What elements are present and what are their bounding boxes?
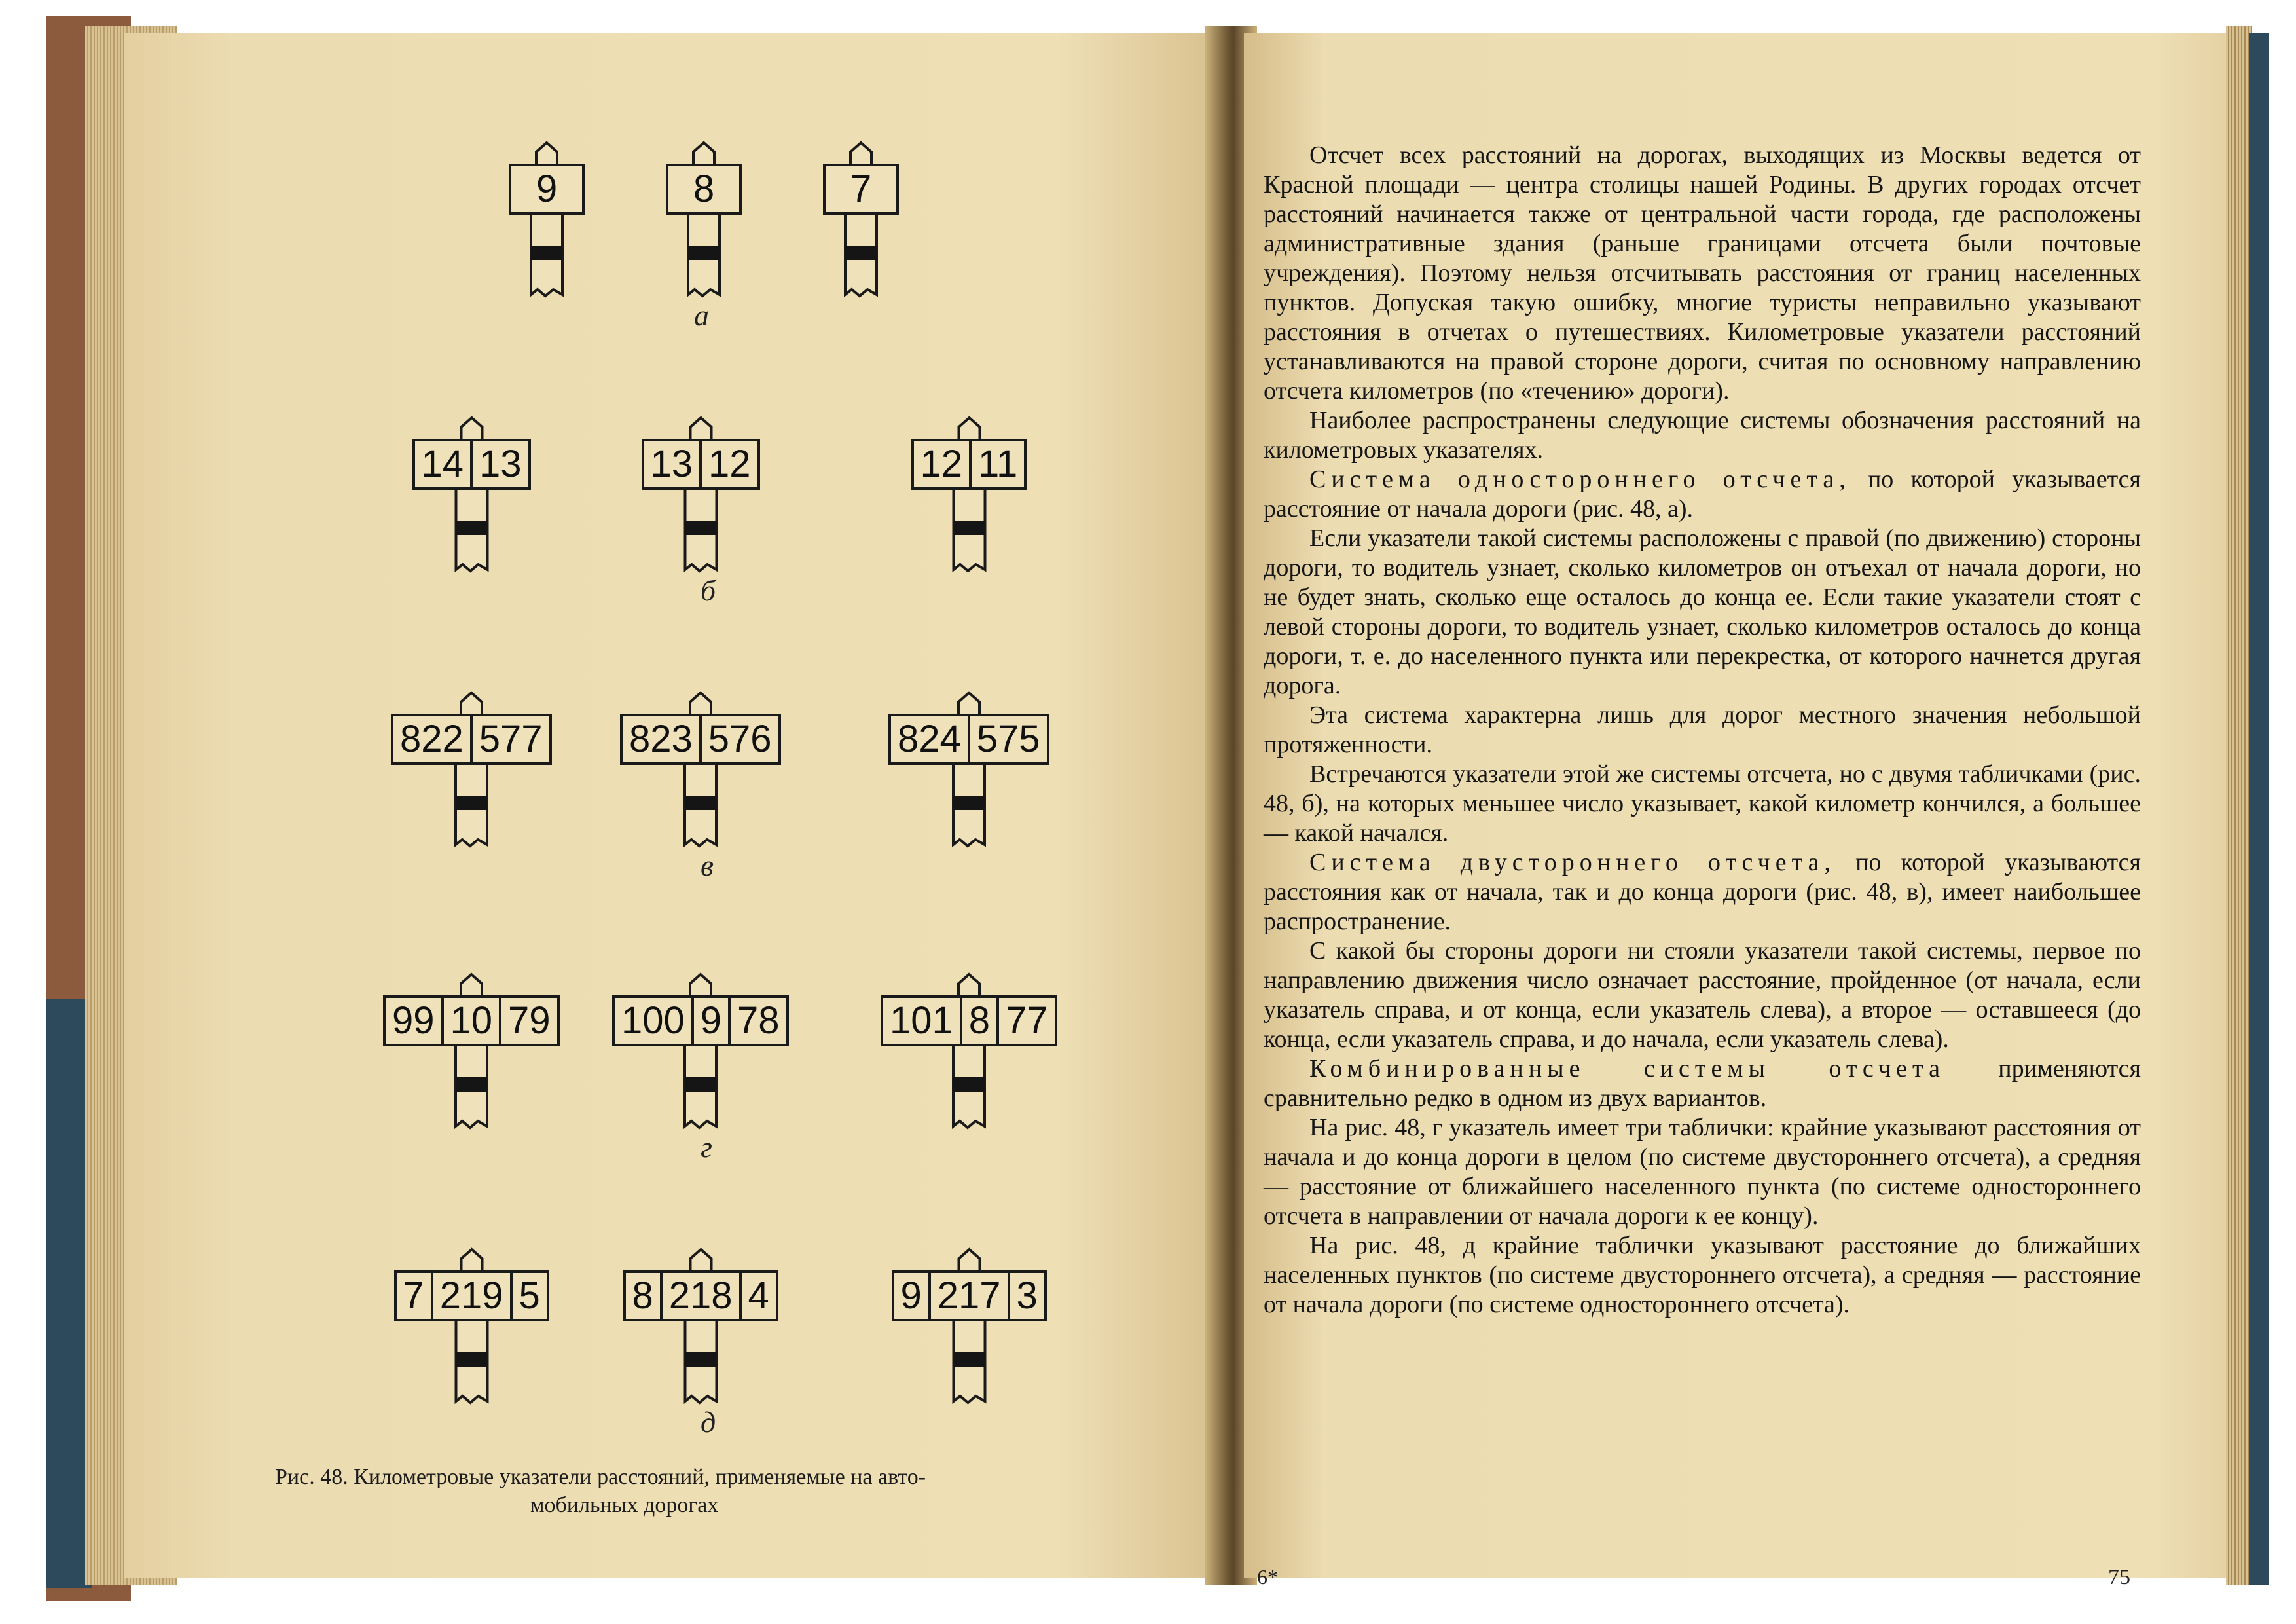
- sign-roof: [461, 693, 482, 714]
- sign-roof: [461, 974, 482, 995]
- sign-roof: [958, 693, 979, 714]
- sign-roof: [690, 693, 711, 714]
- paragraph: Наиболее распространены следующие системы обозначения расстояний на километровых указателях.: [1264, 407, 2141, 464]
- spaced-term: Система одностороннего отсчета,: [1309, 466, 1851, 493]
- sign-roof: [690, 1249, 711, 1270]
- sign-cell: 219: [433, 1273, 513, 1319]
- paragraph-rest: применяются сравнительно редко в одном из двух вариантов.: [1264, 1055, 2141, 1112]
- sign-cell: 822: [393, 716, 473, 762]
- sign-plate: [620, 714, 781, 765]
- signature-mark: 6*: [1257, 1565, 1278, 1589]
- figure-group-label: в: [701, 849, 714, 882]
- sign-band: [953, 1077, 985, 1092]
- sign-cell: 10: [444, 998, 502, 1044]
- sign-cell: 9: [894, 1273, 931, 1319]
- sign-plate: [666, 164, 742, 215]
- sign-plate: [911, 439, 1027, 490]
- sign-cell: 7: [850, 168, 872, 210]
- sign-plate: [642, 439, 760, 490]
- figure-group-label: б: [701, 574, 716, 607]
- sign-band: [531, 246, 562, 260]
- sign-cell: 101: [883, 998, 962, 1044]
- page-edges-right: [2226, 26, 2252, 1585]
- sign-band: [685, 521, 716, 535]
- paragraph: [1264, 465, 2141, 524]
- sign-cell: 9: [694, 998, 731, 1044]
- sign-cell: 8: [962, 998, 999, 1044]
- sign-cell: 824: [891, 716, 970, 762]
- sign-roof: [958, 974, 979, 995]
- sign-cell: 218: [663, 1273, 742, 1319]
- sign-plate: [394, 1270, 549, 1321]
- sign-band: [456, 521, 487, 535]
- sign-roof: [690, 974, 711, 995]
- sign-cell: 823: [623, 716, 702, 762]
- sign-cell: 8: [626, 1273, 663, 1319]
- sign-plate: [612, 995, 789, 1046]
- sign-plate: [623, 1270, 778, 1321]
- sign-cell: 576: [708, 718, 772, 760]
- sign-cell: 9: [536, 168, 558, 210]
- paragraph: На рис. 48, д крайние таблички указывают расстояние до ближайших населенных пунктов (по системе двустороннего отсчета), а средняя — расстояние от начала дороги (по системе одностороннего отсчета).: [1264, 1232, 2141, 1318]
- sign-cell: 575: [976, 718, 1040, 760]
- sign-cell: 12: [914, 441, 972, 487]
- paragraph: Отсчет всех расстояний на дорогах, выходящих из Москвы ведется от Красной площади — центра столицы нашей Родины. В других городах отсчет расстояний начинается также от центральной части города, где расположены административные здания (раньше границами отсчета были почтовые учреждения). Поэтому нельзя отсчитывать расстояния от границ населенных пунктов. Допуская такую ошибку, многие туристы неправильно указывают расстояния в отчетах о путешествиях. Километровые указатели расстояний устанавливаются на правой стороне дороги, считая по основному направлению отсчета километров (по «течению» дороги).: [1264, 141, 2141, 405]
- sign-cell: 8: [693, 168, 715, 210]
- sign-cell: 100: [615, 998, 694, 1044]
- sign-cell: 12: [708, 443, 751, 485]
- sign-plate: [881, 995, 1057, 1046]
- paragraph: Эта система характерна лишь для дорог местного значения небольшой протяженности.: [1264, 701, 2141, 758]
- paragraph-rest: по которой указывается расстояние от начала дороги (рис. 48, а).: [1264, 466, 2141, 523]
- body-text: [1264, 141, 2141, 1320]
- paragraph: [1264, 1054, 2141, 1113]
- sign-roof: [536, 143, 557, 164]
- caption-line: Рис. 48. Километровые указатели расстояний, применяемые на авто-: [275, 1465, 926, 1489]
- sign-cell: 4: [748, 1274, 769, 1317]
- paragraph: На рис. 48, г указатель имеет три таблички: крайние указывают расстояния от начала и до конца дороги в целом (по системе двустороннего отсчета), а средняя — расстояние от ближайшего населенного пункта (по системе одностороннего отсчета в направлении от начала дороги к ее концу).: [1264, 1114, 2141, 1230]
- sign-plate: [892, 1270, 1047, 1321]
- sign-roof: [690, 418, 711, 439]
- sign-band: [456, 1352, 487, 1367]
- sign-band: [688, 246, 720, 260]
- sign-band: [845, 246, 877, 260]
- spaced-term: Комбинированные системы отсчета: [1309, 1055, 1945, 1082]
- caption-line: мобильных дорогах: [530, 1492, 719, 1517]
- sign-cell: 577: [479, 718, 543, 760]
- sign-cell: 14: [415, 441, 473, 487]
- sign-band: [685, 1077, 716, 1092]
- sign-cell: 11: [978, 443, 1018, 485]
- sign-cell: 13: [479, 443, 522, 485]
- sign-cell: 78: [737, 999, 780, 1042]
- sign-plate: [888, 714, 1049, 765]
- sign-band: [953, 1352, 985, 1367]
- page-number: 75: [2108, 1565, 2130, 1589]
- figure-group-label: г: [701, 1130, 712, 1164]
- paragraph: [1264, 848, 2141, 936]
- paragraph: С какой бы стороны дороги ни стояли указатели такой системы, первое по направлению движения число означает расстояние, пройденное (от начала, если указатель справа, и от конца, если указатель слева), а второе — оставшееся (до конца, если указатель справа, и до начала, если указатель слева).: [1264, 937, 2141, 1053]
- sign-cell: 79: [508, 999, 551, 1042]
- paragraph: Встречаются указатели этой же системы отсчета, но с двумя табличками (рис. 48, б), на которых меньшее число указывает, какой километр кончился, а большее — какой начался.: [1264, 760, 2141, 847]
- figure-group-label: а: [694, 299, 709, 332]
- sign-roof: [850, 143, 871, 164]
- paragraph-rest: по которой указываются расстояния как от начала, так и до конца дороги (рис. 48, в), имеет наибольшее распространение.: [1264, 849, 2141, 935]
- sign-cell: 77: [1006, 999, 1048, 1042]
- sign-band: [456, 796, 487, 810]
- book-cover-right: [2249, 33, 2269, 1585]
- spaced-term: Система двустороннего отсчета,: [1309, 849, 1836, 876]
- sign-roof: [693, 143, 714, 164]
- sign-roof: [958, 418, 979, 439]
- sign-roof: [461, 1249, 482, 1270]
- sign-cell: 5: [519, 1274, 540, 1317]
- sign-plate: [383, 995, 560, 1046]
- sign-band: [953, 521, 985, 535]
- sign-plate: [391, 714, 552, 765]
- sign-band: [685, 1352, 716, 1367]
- sign-band: [685, 796, 716, 810]
- figure-group-label: д: [701, 1405, 716, 1439]
- sign-cell: 3: [1016, 1274, 1038, 1317]
- sign-roof: [958, 1249, 979, 1270]
- sign-plate: [412, 439, 531, 490]
- sign-roof: [461, 418, 482, 439]
- paragraph: Если указатели такой системы расположены с правой (по движению) стороны дороги, то водитель узнает, сколько километров он отъехал от начала дороги, но не будет знать, сколько еще осталось до конца ее. Если такие указатели стоят с левой стороны дороги, то водитель узнает, сколько километров осталось до конца дороги, т. е. до населенного пункта или перекрестка, от которого начнется другая дорога.: [1264, 525, 2141, 699]
- sign-band: [953, 796, 985, 810]
- sign-cell: 7: [397, 1273, 433, 1319]
- sign-cell: 13: [644, 441, 702, 487]
- sign-cell: 99: [386, 998, 444, 1044]
- sign-plate: [509, 164, 585, 215]
- sign-cell: 217: [931, 1273, 1010, 1319]
- sign-band: [456, 1077, 487, 1092]
- figure-caption: [275, 1464, 1126, 1519]
- sign-plate: [823, 164, 899, 215]
